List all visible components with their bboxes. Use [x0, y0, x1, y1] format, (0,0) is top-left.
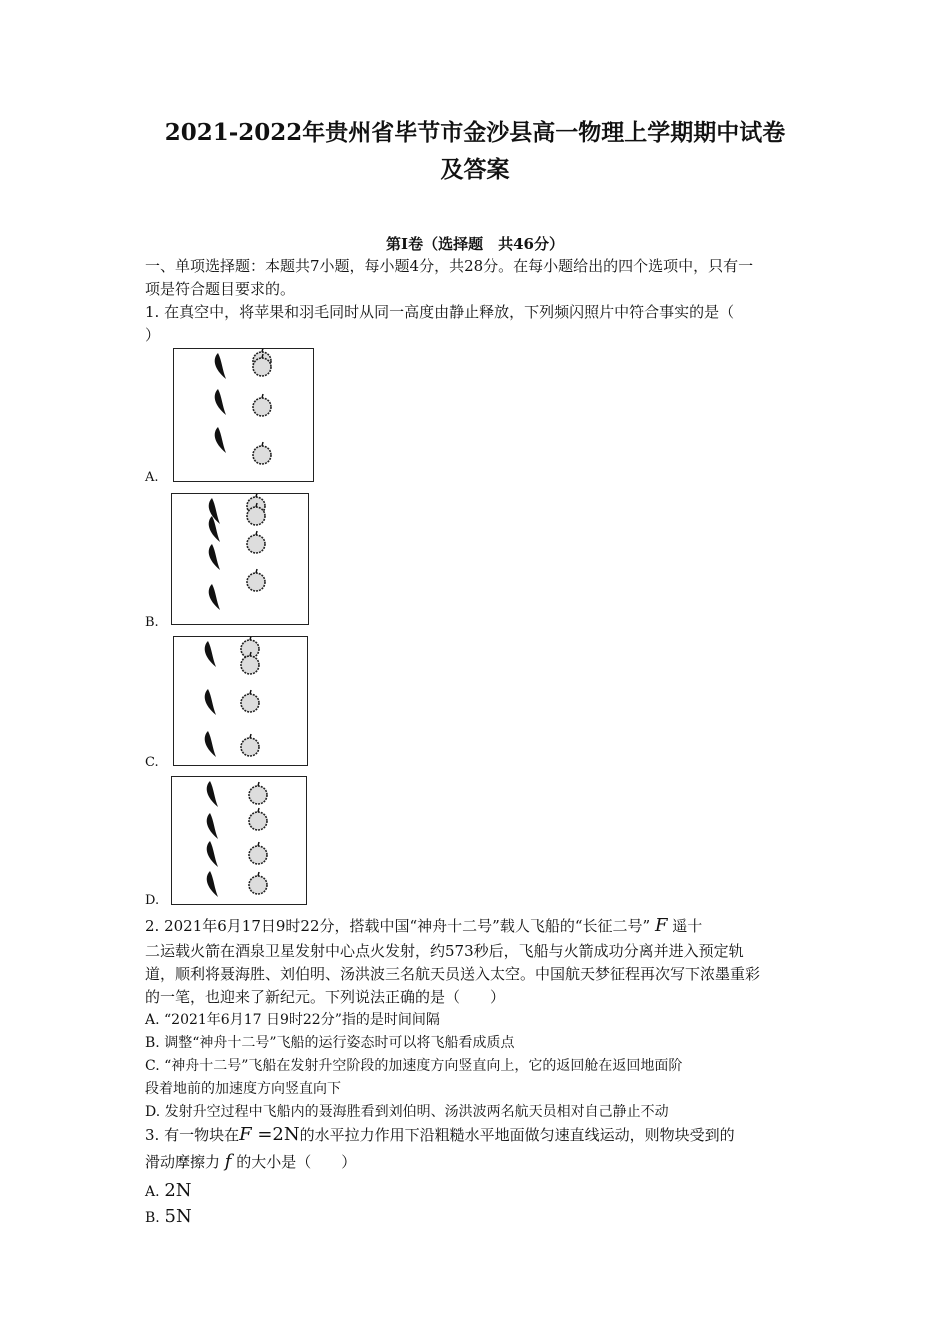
intro-line-1: 一、单项选择题：本题共7小题，每小题4分，共28分。在每小题给出的四个选项中，只有一: [145, 257, 754, 275]
q3-stem-line-2-text: 滑动摩擦力: [145, 1153, 221, 1171]
strobe-photo-b: [171, 493, 309, 625]
strobe-photo-c: [173, 636, 308, 766]
q2-stem-line-1: [145, 916, 702, 936]
apple-3: [253, 394, 271, 416]
q1-option-b-label: B.: [145, 615, 159, 630]
apple-2: [249, 808, 267, 830]
q2-variable-f: F: [654, 915, 668, 936]
feather-1: [207, 781, 218, 807]
apple-3: [241, 690, 259, 712]
q3-option-a: [145, 1181, 192, 1202]
q2-option-c-line-2: 段着地前的加速度方向竖直向下: [145, 1081, 341, 1097]
q1-stem-line-2: ）: [145, 326, 161, 344]
q3-variable-f-upper: F: [239, 1124, 252, 1145]
q2-stem-line-1-text: 2. 2021年6月17日9时22分，搭载中国“神舟十二号”载人飞船的“长征二号”: [145, 917, 651, 935]
strobe-photo-d: [171, 776, 307, 905]
q1-option-a-label: A.: [145, 470, 159, 485]
strobe-photo-c-drawing: [174, 637, 307, 765]
q1-stem-line-1: 1. 在真空中，将苹果和羽毛同时从同一高度由静止释放，下列频闪照片中符合事实的是（: [145, 303, 735, 321]
strobe-photo-a: [173, 348, 314, 482]
q3-stem-line-1: [145, 1125, 735, 1145]
q2-stem-line-3: 道，顺利将聂海胜、刘伯明、汤洪波三名航天员送入太空。中国航天梦征程再次写下浓墨重彩: [145, 965, 761, 983]
feather-1: [215, 353, 226, 379]
q2-option-a: A. “2021年6月17 日9时22分”指的是时间间隔: [145, 1012, 440, 1028]
apple-3: [249, 842, 267, 864]
q2-option-d: D. 发射升空过程中飞船内的聂海胜看到刘伯明、汤洪波两名航天员相对自己静止不动: [145, 1104, 669, 1120]
q3-option-b-label: B.: [145, 1210, 160, 1226]
apple-1: [249, 782, 267, 804]
q3-stem-mid: 的水平拉力作用下沿粗糙水平地面做匀速直线运动，则物块受到的: [299, 1126, 735, 1144]
q1-option-d-label: D.: [145, 893, 160, 908]
q2-option-b: B. 调整“神舟十二号”飞船的运行姿态时可以将飞船看成质点: [145, 1035, 515, 1051]
q3-force-value: =2N: [251, 1124, 300, 1145]
apple-4: [247, 569, 265, 591]
q3-option-a-label: A.: [145, 1184, 160, 1200]
feather-1: [205, 641, 216, 667]
strobe-photo-a-drawing: [174, 349, 313, 481]
strobe-photo-d-drawing: [172, 777, 306, 904]
q2-stem-line-1-tail: 遥十: [672, 917, 703, 935]
q3-stem-pre: 3. 有一物块在: [145, 1126, 240, 1144]
feather-3: [207, 841, 218, 867]
document-title-line-2: 及答案: [440, 156, 510, 183]
intro-line-2: 项是符合题目要求的。: [145, 280, 296, 298]
feather-4: [207, 871, 218, 897]
feather-4: [209, 584, 220, 610]
feather-2: [215, 389, 226, 415]
apple-4: [253, 442, 271, 464]
feather-3: [215, 427, 226, 453]
q3-variable-f-lower: f: [224, 1151, 232, 1172]
q3-stem-line-2: [145, 1152, 356, 1172]
q3-stem-line-2-tail: 的大小是（ ）: [236, 1153, 357, 1171]
section-title: 第Ⅰ卷（选择题 共46分）: [386, 235, 564, 253]
feather-3: [205, 731, 216, 757]
apple-4: [249, 872, 267, 894]
feather-3: [209, 544, 220, 570]
apple-4: [241, 734, 259, 756]
strobe-photo-b-drawing: [172, 494, 308, 624]
q3-option-b: [145, 1207, 192, 1228]
q1-option-c-label: C.: [145, 755, 159, 770]
apple-3: [247, 531, 265, 553]
feather-2: [207, 813, 218, 839]
q2-option-c-line-1: C. “神舟十二号”飞船在发射升空阶段的加速度方向竖直向上，它的返回舱在返回地面阶: [145, 1058, 683, 1074]
q3-option-b-value: 5N: [164, 1206, 192, 1227]
q3-option-a-value: 2N: [164, 1180, 192, 1201]
q2-stem-line-2: 二运载火箭在酒泉卫星发射中心点火发射，约573秒后，飞船与火箭成功分离并进入预定轨: [145, 942, 744, 960]
q2-stem-line-4: 的一笔，也迎来了新纪元。下列说法正确的是（ ）: [145, 988, 506, 1006]
document-title-line-1: 2021-2022年贵州省毕节市金沙县高一物理上学期期中试卷: [164, 119, 786, 146]
feather-2: [205, 689, 216, 715]
